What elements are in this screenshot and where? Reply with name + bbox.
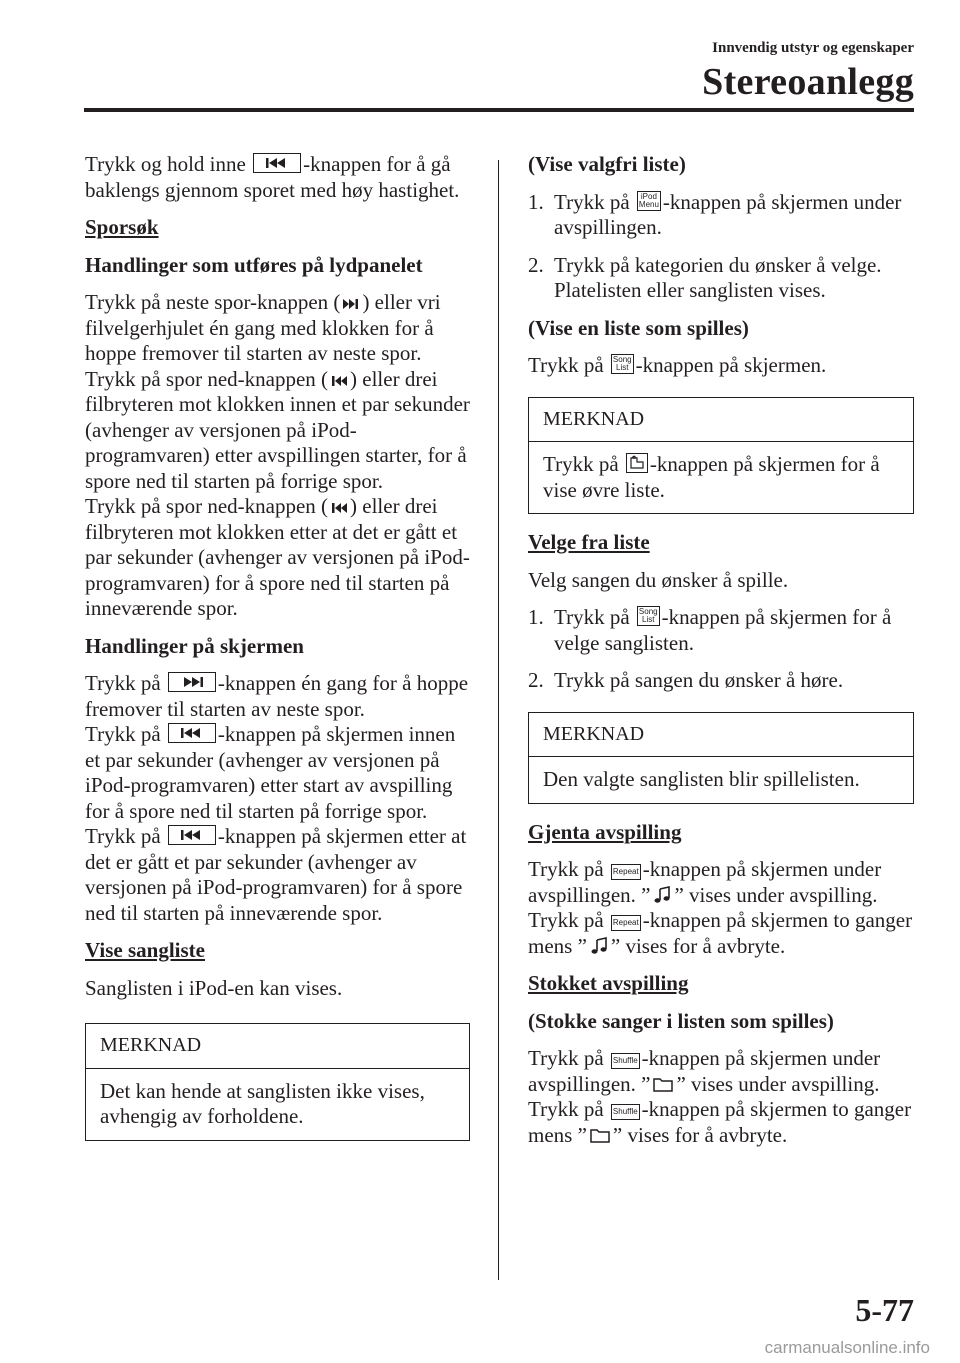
- header-rule: [84, 108, 914, 112]
- track-back-icon: [168, 723, 216, 743]
- column-divider: [498, 160, 499, 1280]
- heading-select-from-list: Velge fra liste: [528, 530, 650, 554]
- ipod-menu-icon: iPod Menu: [638, 191, 659, 209]
- left-column: [85, 152, 470, 1157]
- track-back-icon: [168, 825, 216, 845]
- paragraph: Trykk på spor ned-knappen ( ) eller drei filbryteren mot klokken innen et par sekunder (avhenger av versjonen på iPod-programvaren) etter avspillingen starter, for å spore ned til starten på forrige spor.: [85, 366, 470, 493]
- heading-optional-list: (Vise valgfri liste): [528, 152, 686, 176]
- watermark: carmanualsonline.info: [764, 1338, 930, 1357]
- paragraph: Trykk på Shuffle -knappen på skjermen to ganger mens ” ” vises for å avbryte.: [528, 1097, 912, 1147]
- heading-repeat-playback: Gjenta avspilling: [528, 819, 682, 844]
- list-item: 1. Trykk på iPod Menu -knappen på skjermen under avspillingen.: [528, 189, 902, 239]
- repeat-icon: Repeat: [611, 864, 641, 880]
- heading-screen-actions: Handlinger på skjermen: [85, 633, 304, 658]
- paragraph: Trykk på Song List -knappen på skjermen.: [528, 353, 827, 377]
- section-subtitle: Innvendig utstyr og egenskaper: [712, 40, 914, 56]
- note-body: Det kan hende at sanglisten ikke vises, avhengig av forholdene.: [100, 1078, 425, 1128]
- shuffle-folder-icon: [589, 1126, 611, 1144]
- note-box: [85, 1023, 470, 1141]
- note-box: [528, 712, 914, 804]
- page-number: 5-77: [855, 1292, 914, 1328]
- list-item: 2. Trykk på sangen du ønsker å høre.: [528, 668, 844, 692]
- list-item: 2. Trykk på kategorien du ønsker å velge. Platelisten eller sanglisten vises.: [528, 252, 882, 302]
- heading-audio-panel: Handlinger som utføres på lydpanelet: [85, 252, 423, 277]
- track-up-small-icon: [342, 297, 360, 311]
- shuffle-icon: Shuffle: [611, 1104, 640, 1120]
- shuffle-folder-icon: [652, 1075, 674, 1093]
- track-down-small-icon: [330, 374, 348, 388]
- heading-shuffle-playback: Stokket avspilling: [528, 971, 689, 995]
- paragraph: Trykk på Repeat -knappen på skjermen under avspillingen. ” ” vises under avspilling.: [528, 857, 882, 907]
- back-list-icon: [626, 453, 648, 473]
- repeat-note-icon: [589, 937, 609, 955]
- list-item: 1. Trykk på Song List -knappen på skjermen for å velge sanglisten.: [528, 605, 892, 655]
- track-back-icon: [253, 153, 301, 173]
- shuffle-icon: Shuffle: [611, 1053, 640, 1069]
- heading-playing-list: (Vise en liste som spilles): [528, 315, 749, 340]
- paragraph: Trykk på spor ned-knappen ( ) eller drei filbryteren mot klokken etter at det er gått et par sekunder (avhenger av versjonen på iPod-programvaren) for å spore ned til starten på inneværende spor.: [85, 494, 470, 620]
- note-body: Trykk på -knappen på skjermen for å vise øvre liste.: [543, 452, 880, 502]
- paragraph: Trykk på -knappen på skjermen innen et par sekunder (avhenger av versjonen på iPod-programvaren) etter start av avspilling for å spore ned til starten på forrige spor.: [85, 722, 456, 823]
- repeat-icon: Repeat: [611, 915, 641, 931]
- page-title: Stereoanlegg: [702, 61, 914, 103]
- repeat-note-icon: [652, 886, 672, 904]
- paragraph: Trykk og hold inne -knappen for å gå baklengs gjennom sporet med høy hastighet.: [85, 152, 460, 202]
- song-list-icon: Song List: [638, 607, 658, 624]
- note-body: Den valgte sanglisten blir spillelisten.: [543, 767, 860, 791]
- paragraph: Trykk på Shuffle -knappen på skjermen under avspillingen. ” ” vises under avspilling.: [528, 1046, 881, 1096]
- paragraph: Trykk på -knappen på skjermen etter at det er gått et par sekunder (avhenger av versjonen på iPod-programvaren) for å spore ned til starten på inneværende spor.: [85, 824, 467, 925]
- note-title: MERKNAD: [529, 713, 913, 758]
- paragraph: Sanglisten i iPod-en kan vises.: [85, 975, 343, 1000]
- note-title: MERKNAD: [529, 398, 913, 443]
- note-title: MERKNAD: [86, 1024, 469, 1069]
- paragraph: Velg sangen du ønsker å spille.: [528, 567, 789, 592]
- paragraph: Trykk på Repeat -knappen på skjermen to ganger mens ” ” vises for å avbryte.: [528, 908, 913, 958]
- track-down-small-icon: [330, 501, 348, 515]
- heading-shuffle-list: (Stokke sanger i listen som spilles): [528, 1008, 834, 1033]
- track-forward-icon: [168, 672, 216, 692]
- paragraph: Trykk på neste spor-knappen ( ) eller vri filvelgerhjulet én gang med klokken for å hoppe fremover til starten av neste spor.: [85, 290, 441, 365]
- right-column: [528, 152, 914, 1160]
- note-box: [528, 397, 914, 515]
- heading-show-song-list: Vise sangliste: [85, 938, 205, 962]
- heading-track-search: Sporsøk: [85, 215, 159, 239]
- song-list-icon: Song List: [612, 355, 632, 372]
- paragraph: Trykk på -knappen én gang for å hoppe fremover til starten av neste spor.: [85, 671, 469, 721]
